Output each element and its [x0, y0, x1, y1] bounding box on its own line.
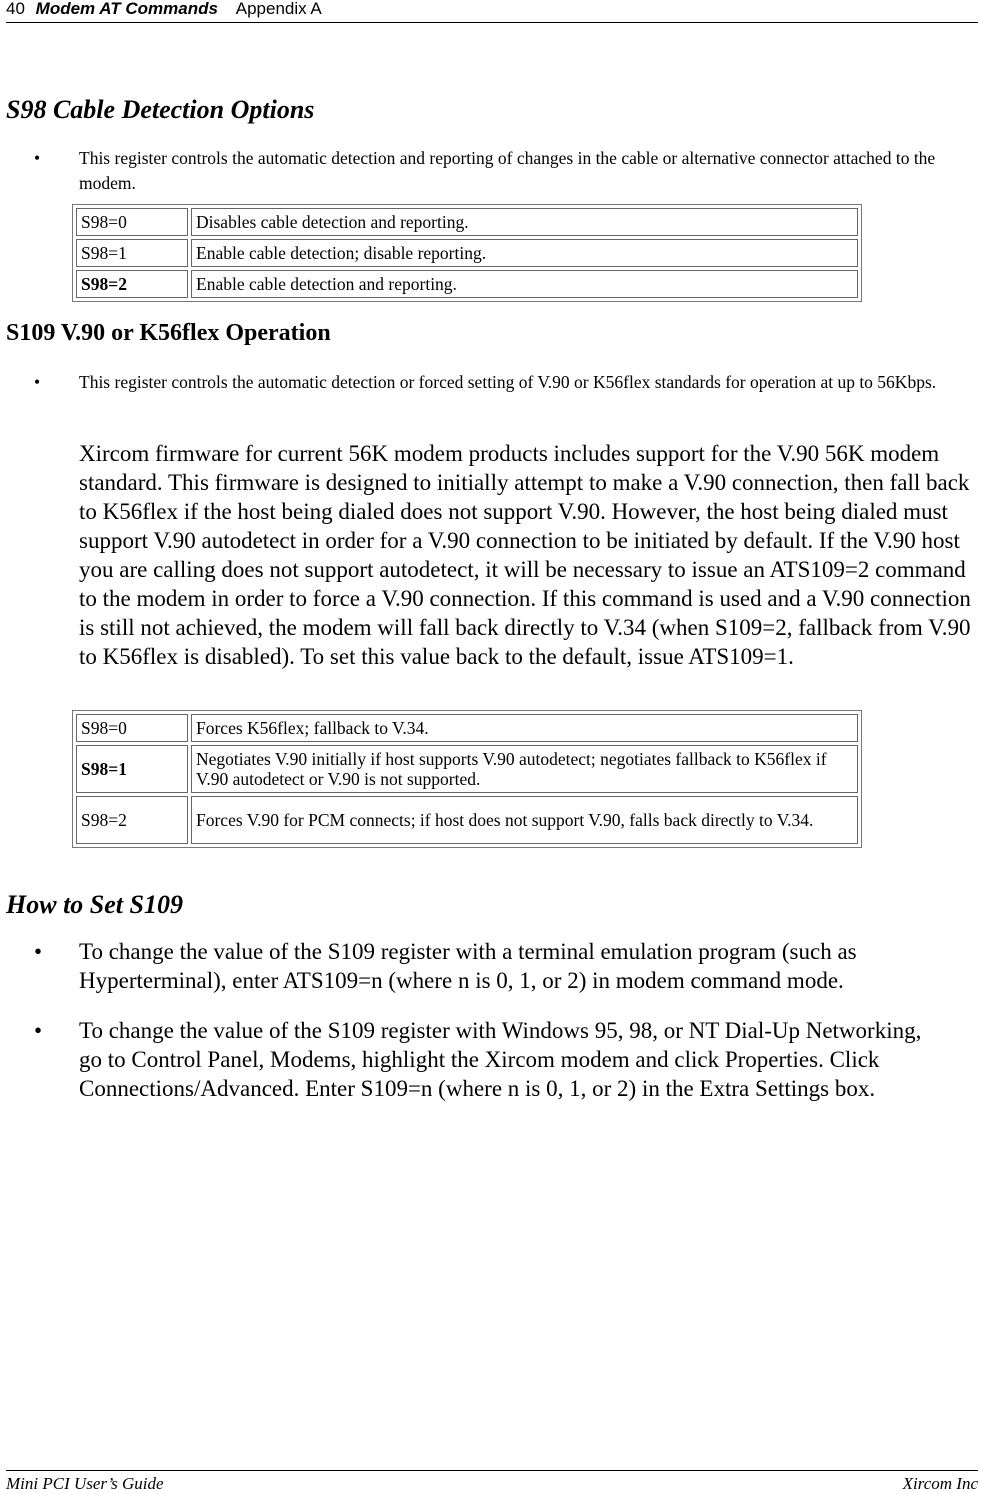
howto-bullet-text: To change the value of the S109 register with Windows 95, 98, or NT Dial-Up Networking, go to Control Panel, Modems, highlight the Xircom modem and click Properties. Click Connections/Advanced. Enter S109=n (where n is 0, 1, or 2) in the Extra Settings box.: [79, 1018, 922, 1101]
option-key: S98=0: [76, 714, 188, 742]
option-value: Forces V.90 for PCM connects; if host does not support V.90, falls back directly to V.34.: [191, 796, 858, 844]
option-key: S98=2: [76, 796, 188, 844]
table-row: [76, 796, 858, 844]
table-row: [76, 208, 858, 236]
table-row: [76, 239, 858, 267]
howto-bullet-text: To change the value of the S109 register with a terminal emulation program (such as Hyperterminal), enter ATS109=n (where n is 0, 1, or 2) in modem command mode.: [79, 939, 857, 993]
option-value: Negotiates V.90 initially if host supports V.90 autodetect; negotiates fallback to K56flex if V.90 autodetect or V.90 is not supported.: [191, 745, 858, 793]
s109-paragraph: Xircom firmware for current 56K modem products includes support for the V.90 56K modem standard. This firmware is designed to initially attempt to make a V.90 connection, then fall back to K56flex if the host being dialed does not support V.90. However, the host being dialed must support V.90 autodetect in order for a V.90 connection to be initiated by default. If the V.90 host you are calling does not support autodetect, it will be necessary to issue an ATS109=2 command to the modem in order to force a V.90 connection. If this command is used and a V.90 connection is still not achieved, the modem will fall back directly to V.34 (when S109=2, fallback from V.90 to K56flex is disabled). To set this value back to the default, issue ATS109=1.: [79, 441, 971, 669]
option-key: S98=0: [76, 208, 188, 236]
page-number: 40: [6, 0, 25, 18]
page-header: [6, 0, 978, 23]
bullet-glyph: •: [34, 1018, 43, 1043]
bullet-glyph: •: [34, 148, 41, 168]
s109-heading: S109 V.90 or K56flex Operation: [6, 320, 331, 346]
table-row: [76, 270, 858, 298]
footer-guide-title: Mini PCI User’s Guide: [6, 1474, 164, 1493]
option-key: S98=1: [76, 239, 188, 267]
s98-bullet-text: This register controls the automatic detection and reporting of changes in the cable or alternative connector attached to the modem.: [79, 148, 936, 193]
s109-bullet-text: This register controls the automatic detection or forced setting of V.90 or K56flex standards for operation at up to 56Kbps.: [79, 372, 937, 392]
table-row: [76, 745, 858, 793]
footer-company: Xircom Inc: [902, 1474, 978, 1493]
s109-options-table: [72, 710, 862, 848]
s98-heading: S98 Cable Detection Options: [6, 95, 315, 124]
bullet-glyph: •: [34, 372, 41, 392]
howto-heading: How to Set S109: [6, 890, 183, 919]
option-value: Enable cable detection; disable reporting.: [191, 239, 858, 267]
option-value: Forces K56flex; fallback to V.34.: [191, 714, 858, 742]
option-value: Enable cable detection and reporting.: [191, 270, 858, 298]
table-row: [76, 714, 858, 742]
bullet-glyph: •: [34, 939, 43, 964]
option-value: Disables cable detection and reporting.: [191, 208, 858, 236]
header-title: Modem AT Commands: [35, 0, 218, 18]
page-footer: [6, 1470, 978, 1494]
option-key-default: S98=1: [76, 745, 188, 793]
header-section: Appendix A: [235, 0, 322, 18]
option-key-default: S98=2: [76, 270, 188, 298]
s98-options-table: [72, 204, 862, 302]
